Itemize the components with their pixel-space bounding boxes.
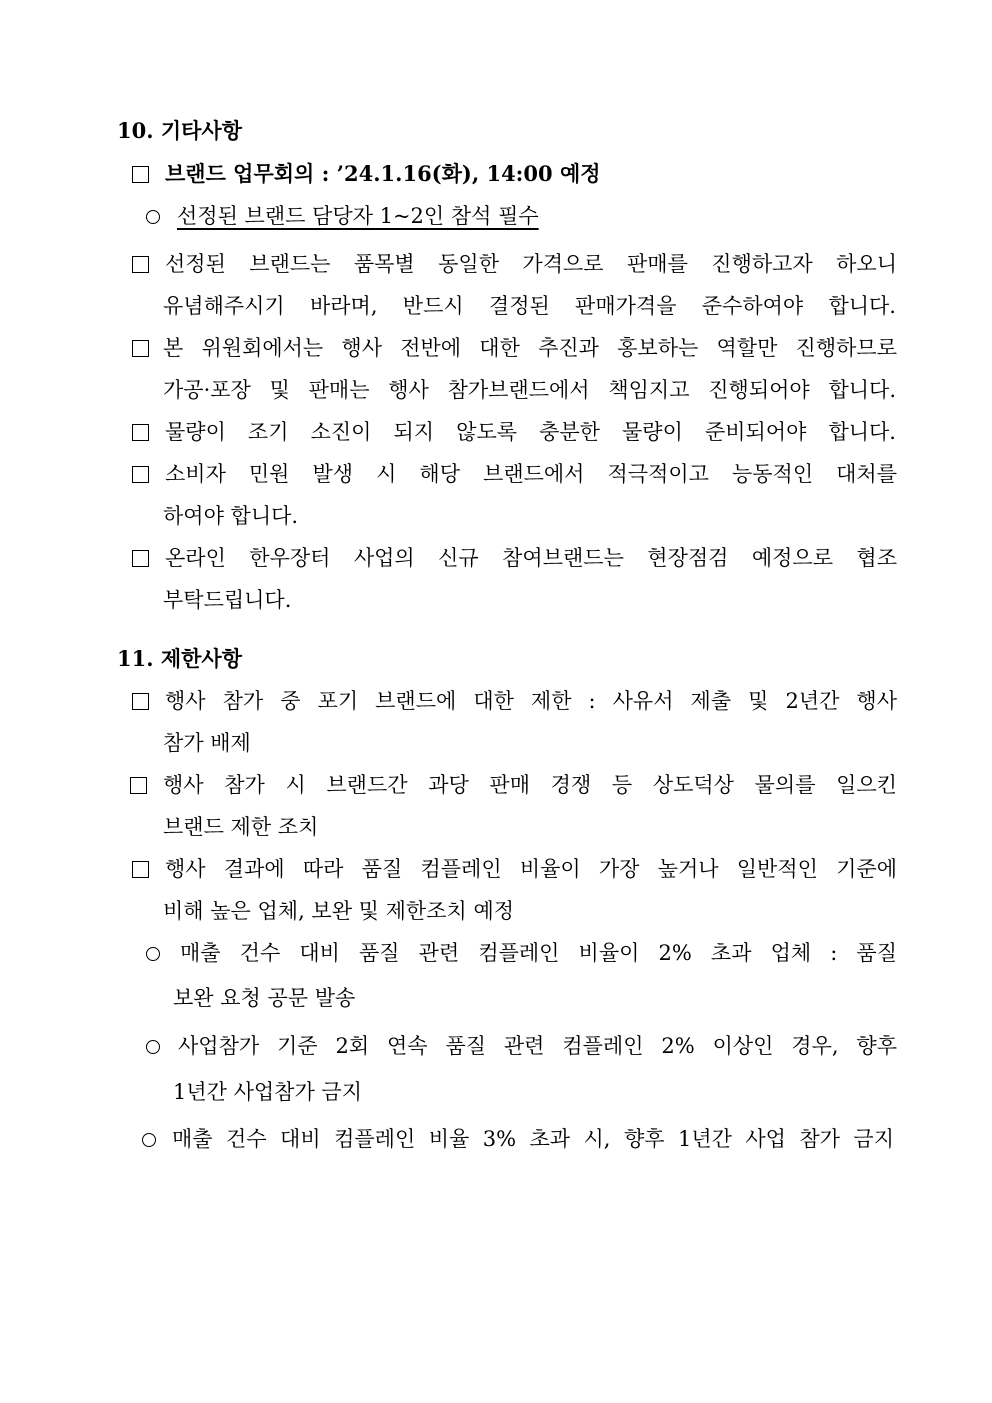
section-10-title: 10. 기타사항 [117,118,242,143]
checkbox-square-icon [132,256,149,273]
list-item-line: 유념해주시기 바라며, 반드시 결정된 판매가격을 준수하여야 합니다. [163,294,896,318]
checkbox-square-icon [132,861,149,878]
sub-list-item-line: 매출 건수 대비 품질 관련 컴플레인 비율이 2% 초과 업체 : 품질 [180,941,897,965]
checkbox-square-icon [132,693,149,710]
list-item-line: 선정된 브랜드는 품목별 동일한 가격으로 판매를 진행하고자 하오니 [165,252,897,276]
checkbox-square-icon [132,466,149,483]
circle-bullet-icon [146,947,160,961]
list-item-line: 온라인 한우장터 사업의 신규 참여브랜드는 현장점검 예정으로 협조 [165,546,897,570]
list-item-line: 행사 참가 중 포기 브랜드에 대한 제한 : 사유서 제출 및 2년간 행사 [165,689,897,713]
checkbox-square-icon [130,777,147,794]
meeting-note-text: 선정된 브랜드 담당자 1~2인 참석 필수 [177,204,539,228]
section-11-title: 11. 제한사항 [117,646,242,671]
checkbox-square-icon [132,550,149,567]
circle-bullet-icon [146,1040,160,1054]
list-item-line: 참가 배제 [163,731,251,755]
list-item-line: 행사 결과에 따라 품질 컴플레인 비율이 가장 높거나 일반적인 기준에 [165,857,897,881]
checkbox-square-icon [132,340,149,357]
sub-list-item-line: 사업참가 기준 2회 연속 품질 관련 컴플레인 2% 이상인 경우, 향후 [178,1034,897,1058]
checkbox-square-icon [132,424,149,441]
list-item-line: 물량이 조기 소진이 되지 않도록 충분한 물량이 준비되어야 합니다. [165,420,896,444]
circle-bullet-icon [146,210,160,224]
list-item-line: 행사 참가 시 브랜드간 과당 판매 경쟁 등 상도덕상 물의를 일으킨 [163,773,897,797]
circle-bullet-icon [142,1133,156,1147]
list-item-line: 본 위원회에서는 행사 전반에 대한 추진과 홍보하는 역할만 진행하므로 [163,336,897,360]
meeting-text: 브랜드 업무회의 : ’24.1.16(화), 14:00 예정 [165,161,601,186]
list-item-line: 하여야 합니다. [163,504,299,528]
list-item-line: 브랜드 제한 조치 [163,815,319,839]
list-item-line: 비해 높은 업체, 보완 및 제한조치 예정 [163,899,515,923]
checkbox-square-icon [132,166,149,183]
list-item-line: 부탁드립니다. [163,588,292,612]
sub-list-item-line: 보완 요청 공문 발송 [173,986,356,1010]
list-item-line: 소비자 민원 발생 시 해당 브랜드에서 적극적이고 능동적인 대처를 [165,462,897,486]
sub-list-item-line: 1년간 사업참가 금지 [173,1080,362,1104]
list-item-line: 가공·포장 및 판매는 행사 참가브랜드에서 책임지고 진행되어야 합니다. [163,378,896,402]
sub-list-item-line: 매출 건수 대비 컴플레인 비율 3% 초과 시, 향후 1년간 사업 참가 금지 [172,1127,894,1151]
